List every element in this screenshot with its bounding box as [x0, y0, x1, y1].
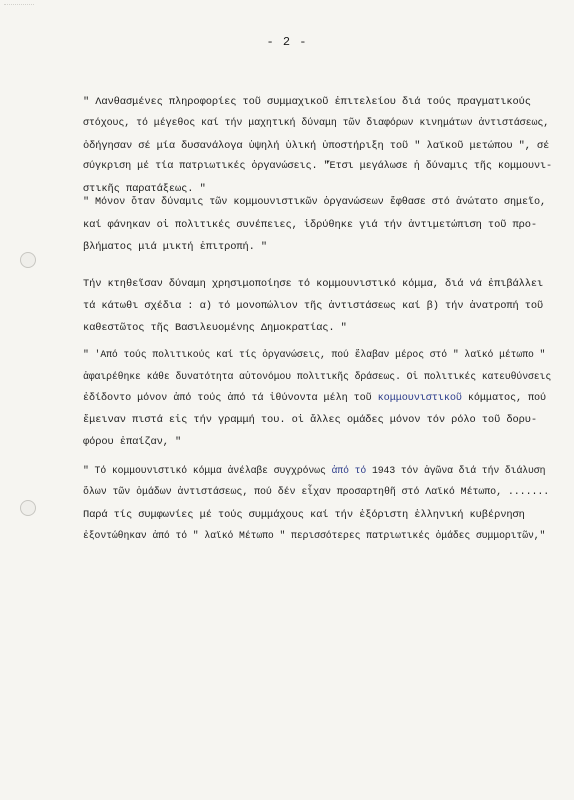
punch-hole: [20, 252, 36, 268]
text-segment: ἐδίδοντο μόνον ἀπό τούς ἀπό τά ἰθύνοντα μέλη τοῦ: [83, 392, 378, 404]
text-line: " 'Από τούς πολιτικούς καί τίς ὀργανώσεις, πού ἔλαβαν μέρος στό " λαϊκό μέτωπο ": [83, 349, 546, 360]
text-line: ἔμειναν πιστά εἰς τήν γραμμή του. οἱ ἄλλες ομάδες μόνον τόν ρόλο τοῦ δορυ-: [83, 414, 538, 427]
text-line: ὁδήγησαν σέ μία δυσανάλογα ὑψηλή ὑλική ὑποστήριξη τοῦ " λαϊκοῦ μετώπου ", σέ: [83, 139, 550, 152]
scan-artifact: [4, 4, 34, 17]
text-segment: 1943 τόν ἀγῶνα διά τήν διάλυση: [366, 465, 546, 476]
text-line: [83, 465, 545, 476]
text-line: ὅλων τῶν ὁμάδων ἀντιστάσεως, πού δέν εἶχαν προσαρτηθῆ στό Λαϊκό Μέτωπο, .......: [83, 486, 550, 498]
text-line: [83, 393, 546, 404]
text-line: στικῆς παρατάξεως. ": [83, 183, 206, 196]
text-line: βλήματος μιά μικτή ἐπιτροπή. ": [83, 240, 268, 253]
text-line: καθεστῶτος τῆς Βασιλευομένης Δημοκρατίας. ": [83, 321, 347, 334]
text-line: σύγκριση μέ τία πατριωτικές ὀργανώσεις. "Ἔτσι μεγάλωσε ἡ δύναμις τῆς κομμουνι-: [83, 161, 553, 173]
text-line: " Λανθασμένες πληροφορίες τοῦ συμμαχικοῦ ἐπιτελείου διά τούς πραγματικούς: [83, 96, 531, 108]
highlighted-text: ἀπό τό: [331, 465, 367, 476]
highlighted-text: κομμουνιστικοῦ: [377, 392, 462, 404]
text-line: ἀφαιρέθηκε κάθε δυνατότητα αὐτονόμου πολιτικῆς δράσεως. Οἱ πολιτικές κατευθύνσεις: [83, 370, 552, 382]
text-line: Τήν κτηθεῖσαν δύναμη χρησιμοποίησε τό κομμουνιστικό κόμμα, διά νά ἐπιβάλλει: [83, 278, 544, 290]
text-line: ἐξοντώθηκαν ἀπό τό " λαϊκό Μέτωπο " περισσότερες πατριωτικές ὁμάδες συμμοριτῶν,": [83, 530, 546, 542]
punch-hole: [20, 500, 36, 516]
text-line: Παρά τίς συμφωνίες μέ τούς συμμάχους καί τήν ἐξόριστη ἑλληνική κυβέρνηση: [83, 508, 525, 521]
page-number: - 2 -: [266, 35, 308, 49]
text-line: φόρου ἐπαίζαν, ": [83, 436, 182, 449]
text-segment: " Τό κομμουνιστικό κόμμα ἀνέλαβε συγχρόνως: [83, 465, 332, 476]
text-line: τά κάτωθι σχέδια : α) τό μονοπώλιον τῆς ἀντιστάσεως καί β) τήν ἀνατροπή τοῦ: [83, 299, 544, 312]
text-line: " Μόνον ὅταν δύναμις τῶν κομμουνιστικῶν ὀργανώσεων ἔφθασε στό ἀνώτατο σημεῖο,: [83, 197, 547, 208]
text-line: στόχους, τό μέγεθος καί τήν μαχητική δύναμη τῶν διαφόρων κινημάτων ἀντιστάσεως,: [83, 117, 550, 129]
text-line: καί φάνηκαν οἱ πολιτικές συνέπειες, ἱδρύθηκε γιά τήν ἀντιμετώπιση τοῦ προ-: [83, 218, 538, 231]
text-segment: κόμματος, πού: [461, 392, 547, 404]
